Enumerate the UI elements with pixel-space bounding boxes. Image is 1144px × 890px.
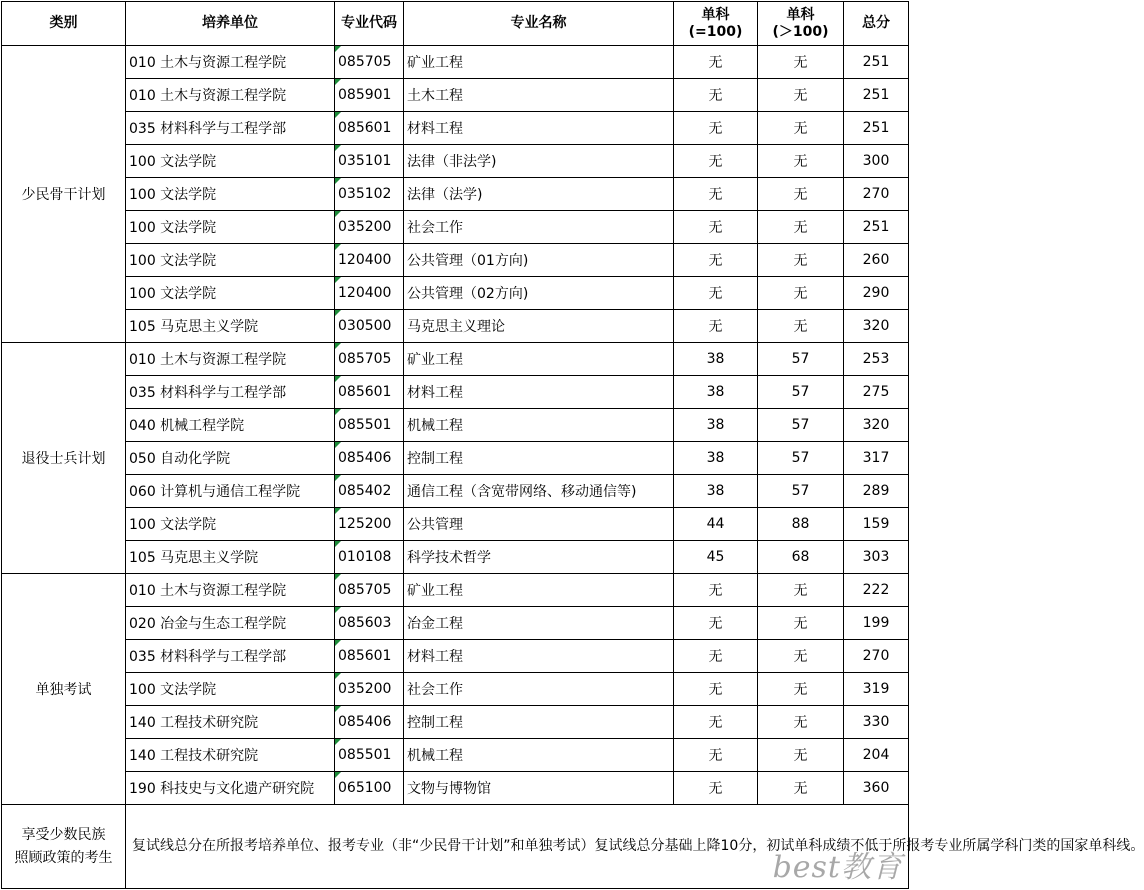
note-label — [2, 805, 126, 889]
unit-cell: 100 文法学院 — [126, 277, 335, 310]
table-row — [2, 145, 909, 178]
code-cell: 085601 — [335, 112, 404, 145]
single-eq100-cell: 无 — [674, 145, 758, 178]
unit-cell: 100 文法学院 — [126, 211, 335, 244]
table-row — [2, 310, 909, 343]
header-category: 类别 — [2, 2, 126, 46]
code-cell: 035102 — [335, 178, 404, 211]
total-score-cell: 320 — [844, 409, 909, 442]
single-eq100-cell: 无 — [674, 574, 758, 607]
single-gt100-cell: 无 — [758, 772, 844, 805]
category-cell: 少民骨干计划 — [2, 46, 126, 343]
single-eq100-cell: 38 — [674, 475, 758, 508]
table-row — [2, 376, 909, 409]
unit-cell: 060 计算机与通信工程学院 — [126, 475, 335, 508]
header-unit: 培养单位 — [126, 2, 335, 46]
single-eq100-cell: 无 — [674, 244, 758, 277]
watermark-logo: best教育 — [772, 850, 903, 885]
note-label-line2: 照顾政策的考生 — [14, 849, 113, 866]
code-cell: 120400 — [335, 244, 404, 277]
major-name-cell: 公共管理 — [404, 508, 674, 541]
single-eq100-cell: 无 — [674, 79, 758, 112]
total-score-cell: 222 — [844, 574, 909, 607]
single-gt100-cell: 无 — [758, 211, 844, 244]
major-name-cell: 马克思主义理论 — [404, 310, 674, 343]
table-row — [2, 541, 909, 574]
table-row — [2, 574, 909, 607]
unit-cell: 105 马克思主义学院 — [126, 310, 335, 343]
major-name-cell: 机械工程 — [404, 409, 674, 442]
total-score-cell: 251 — [844, 112, 909, 145]
major-name-cell: 材料工程 — [404, 376, 674, 409]
header-single-gt100 — [758, 2, 844, 46]
single-gt100-cell: 无 — [758, 79, 844, 112]
code-cell: 035200 — [335, 673, 404, 706]
code-cell: 085705 — [335, 343, 404, 376]
unit-cell: 010 土木与资源工程学院 — [126, 46, 335, 79]
single-gt100-cell: 57 — [758, 409, 844, 442]
table-row — [2, 112, 909, 145]
single-eq100-cell: 无 — [674, 46, 758, 79]
total-score-cell: 317 — [844, 442, 909, 475]
unit-cell: 035 材料科学与工程学部 — [126, 376, 335, 409]
code-cell: 085601 — [335, 376, 404, 409]
unit-cell: 035 材料科学与工程学部 — [126, 112, 335, 145]
major-name-cell: 材料工程 — [404, 640, 674, 673]
unit-cell: 040 机械工程学院 — [126, 409, 335, 442]
unit-cell: 050 自动化学院 — [126, 442, 335, 475]
code-cell: 085603 — [335, 607, 404, 640]
single-gt100-cell: 无 — [758, 640, 844, 673]
code-cell: 030500 — [335, 310, 404, 343]
major-name-cell: 公共管理（02方向) — [404, 277, 674, 310]
single-eq100-cell: 无 — [674, 772, 758, 805]
major-name-cell: 机械工程 — [404, 739, 674, 772]
unit-cell: 035 材料科学与工程学部 — [126, 640, 335, 673]
total-score-cell: 275 — [844, 376, 909, 409]
unit-cell: 105 马克思主义学院 — [126, 541, 335, 574]
category-cell: 单独考试 — [2, 574, 126, 805]
code-cell: 035200 — [335, 211, 404, 244]
single-eq100-cell: 无 — [674, 706, 758, 739]
unit-cell: 010 土木与资源工程学院 — [126, 343, 335, 376]
single-eq100-cell: 无 — [674, 640, 758, 673]
single-gt100-cell: 无 — [758, 706, 844, 739]
code-cell: 085402 — [335, 475, 404, 508]
code-cell: 085406 — [335, 442, 404, 475]
unit-cell: 100 文法学院 — [126, 244, 335, 277]
category-cell: 退役士兵计划 — [2, 343, 126, 574]
total-score-cell: 320 — [844, 310, 909, 343]
code-cell: 010108 — [335, 541, 404, 574]
single-eq100-cell: 44 — [674, 508, 758, 541]
single-gt100-cell: 无 — [758, 574, 844, 607]
single-eq100-cell: 45 — [674, 541, 758, 574]
table-row — [2, 343, 909, 376]
unit-cell: 100 文法学院 — [126, 145, 335, 178]
single-gt100-cell: 无 — [758, 607, 844, 640]
code-cell: 085406 — [335, 706, 404, 739]
single-gt100-cell: 57 — [758, 343, 844, 376]
unit-cell: 190 科技史与文化遗产研究院 — [126, 772, 335, 805]
table-row — [2, 640, 909, 673]
total-score-cell: 330 — [844, 706, 909, 739]
single-gt100-cell: 无 — [758, 310, 844, 343]
code-cell: 120400 — [335, 277, 404, 310]
unit-cell: 100 文法学院 — [126, 508, 335, 541]
major-name-cell: 土木工程 — [404, 79, 674, 112]
single-gt100-cell: 68 — [758, 541, 844, 574]
total-score-cell: 303 — [844, 541, 909, 574]
table-row — [2, 706, 909, 739]
major-name-cell: 矿业工程 — [404, 574, 674, 607]
code-cell: 125200 — [335, 508, 404, 541]
total-score-cell: 270 — [844, 640, 909, 673]
major-name-cell: 社会工作 — [404, 673, 674, 706]
single-eq100-cell: 38 — [674, 442, 758, 475]
header-row — [2, 2, 909, 46]
major-name-cell: 法律（非法学) — [404, 145, 674, 178]
header-code: 专业代码 — [335, 2, 404, 46]
total-score-cell: 290 — [844, 277, 909, 310]
single-eq100-cell: 38 — [674, 376, 758, 409]
total-score-cell: 204 — [844, 739, 909, 772]
major-name-cell: 矿业工程 — [404, 343, 674, 376]
total-score-cell: 300 — [844, 145, 909, 178]
total-score-cell: 251 — [844, 79, 909, 112]
table-row — [2, 277, 909, 310]
single-gt100-cell: 无 — [758, 145, 844, 178]
single-gt100-cell: 无 — [758, 277, 844, 310]
table-row — [2, 178, 909, 211]
single-eq100-cell: 无 — [674, 310, 758, 343]
code-cell: 085901 — [335, 79, 404, 112]
table-row — [2, 739, 909, 772]
single-gt100-cell: 无 — [758, 673, 844, 706]
unit-cell: 010 土木与资源工程学院 — [126, 574, 335, 607]
major-name-cell: 社会工作 — [404, 211, 674, 244]
code-cell: 065100 — [335, 772, 404, 805]
major-name-cell: 科学技术哲学 — [404, 541, 674, 574]
code-cell: 085501 — [335, 409, 404, 442]
total-score-cell: 251 — [844, 46, 909, 79]
single-gt100-cell: 57 — [758, 376, 844, 409]
table-row — [2, 475, 909, 508]
total-score-cell: 260 — [844, 244, 909, 277]
table-row — [2, 244, 909, 277]
code-cell: 035101 — [335, 145, 404, 178]
unit-cell: 100 文法学院 — [126, 673, 335, 706]
header-single-gt100-line1: 单科 — [786, 6, 815, 23]
unit-cell: 020 冶金与生态工程学院 — [126, 607, 335, 640]
total-score-cell: 159 — [844, 508, 909, 541]
total-score-cell: 251 — [844, 211, 909, 244]
major-name-cell: 冶金工程 — [404, 607, 674, 640]
single-eq100-cell: 无 — [674, 211, 758, 244]
total-score-cell: 289 — [844, 475, 909, 508]
table-row — [2, 442, 909, 475]
single-eq100-cell: 无 — [674, 178, 758, 211]
unit-cell: 140 工程技术研究院 — [126, 739, 335, 772]
table-row — [2, 772, 909, 805]
single-gt100-cell: 88 — [758, 508, 844, 541]
major-name-cell: 控制工程 — [404, 442, 674, 475]
score-table — [1, 1, 1144, 889]
code-cell: 085601 — [335, 640, 404, 673]
table-row — [2, 211, 909, 244]
unit-cell: 010 土木与资源工程学院 — [126, 79, 335, 112]
major-name-cell: 通信工程（含宽带网络、移动通信等) — [404, 475, 674, 508]
note-text: 复试线总分在所报考培养单位、报考专业（非“少民骨干计划”和单独考试）复试线总分基础上降10分，初试单科成绩不低于所报考专业所属学科门类的国家单科线。 — [126, 805, 909, 889]
single-gt100-cell: 57 — [758, 475, 844, 508]
major-name-cell: 材料工程 — [404, 112, 674, 145]
major-name-cell: 公共管理（01方向) — [404, 244, 674, 277]
single-gt100-cell: 57 — [758, 442, 844, 475]
table-row — [2, 673, 909, 706]
header-single-eq100-line2: (=100) — [688, 23, 743, 40]
table-body — [2, 46, 909, 805]
total-score-cell: 199 — [844, 607, 909, 640]
header-single-eq100 — [674, 2, 758, 46]
header-single-eq100-line1: 单科 — [701, 6, 730, 23]
table-row — [2, 79, 909, 112]
code-cell: 085705 — [335, 46, 404, 79]
single-gt100-cell: 无 — [758, 244, 844, 277]
single-eq100-cell: 无 — [674, 277, 758, 310]
table-row — [2, 508, 909, 541]
single-eq100-cell: 38 — [674, 343, 758, 376]
unit-cell: 100 文法学院 — [126, 178, 335, 211]
total-score-cell: 360 — [844, 772, 909, 805]
single-gt100-cell: 无 — [758, 112, 844, 145]
single-gt100-cell: 无 — [758, 46, 844, 79]
table-row — [2, 46, 909, 79]
major-name-cell: 文物与博物馆 — [404, 772, 674, 805]
single-gt100-cell: 无 — [758, 178, 844, 211]
single-eq100-cell: 无 — [674, 112, 758, 145]
total-score-cell: 253 — [844, 343, 909, 376]
single-eq100-cell: 无 — [674, 607, 758, 640]
header-total: 总分 — [844, 2, 909, 46]
note-label-line1: 享受少数民族 — [21, 826, 106, 843]
unit-cell: 140 工程技术研究院 — [126, 706, 335, 739]
total-score-cell: 319 — [844, 673, 909, 706]
header-single-gt100-line2: (＞100) — [772, 23, 829, 40]
single-eq100-cell: 无 — [674, 673, 758, 706]
code-cell: 085705 — [335, 574, 404, 607]
table-row — [2, 409, 909, 442]
single-eq100-cell: 无 — [674, 739, 758, 772]
total-score-cell: 270 — [844, 178, 909, 211]
major-name-cell: 控制工程 — [404, 706, 674, 739]
code-cell: 085501 — [335, 739, 404, 772]
single-gt100-cell: 无 — [758, 739, 844, 772]
single-eq100-cell: 38 — [674, 409, 758, 442]
table-row — [2, 607, 909, 640]
major-name-cell: 矿业工程 — [404, 46, 674, 79]
header-name: 专业名称 — [404, 2, 674, 46]
major-name-cell: 法律（法学) — [404, 178, 674, 211]
